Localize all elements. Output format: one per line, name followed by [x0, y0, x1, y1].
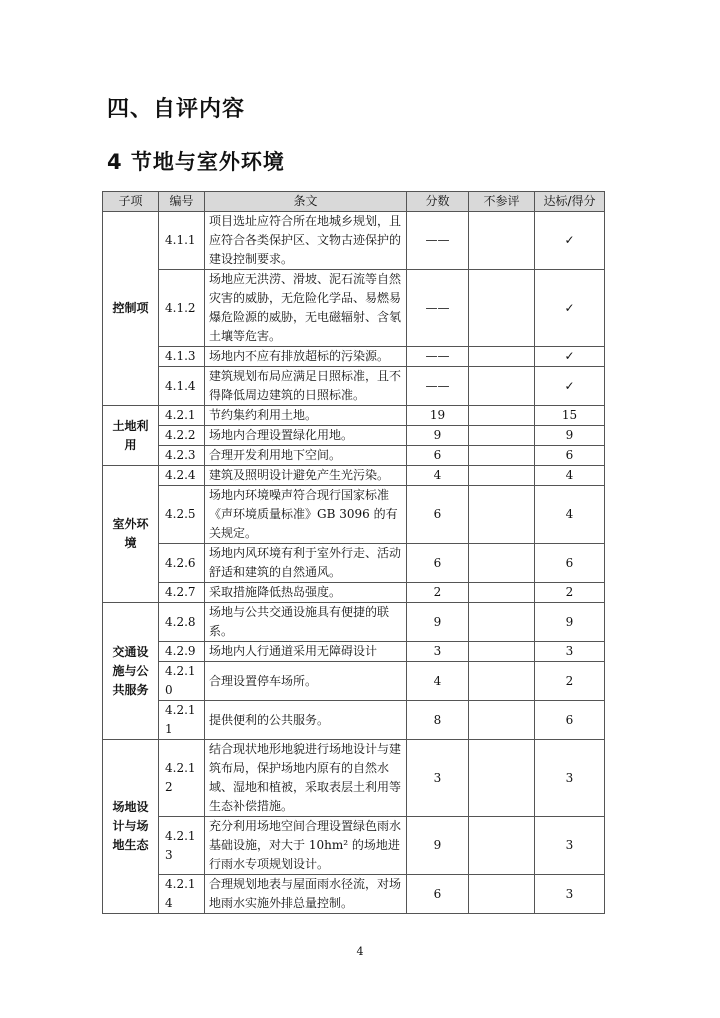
table-row: [103, 817, 605, 875]
not-applicable-cell: [469, 466, 535, 486]
not-applicable-cell: [469, 367, 535, 406]
table-row: [103, 642, 605, 662]
code-cell: 4.1.1: [159, 212, 205, 270]
code-cell: 4.2.5: [159, 486, 205, 544]
category-cell: 土地利用: [103, 406, 159, 466]
clause-cell: 建筑规划布局应满足日照标准，且不得降低周边建筑的日照标准。: [205, 367, 407, 406]
subsection-heading: 4 节地与室外环境: [107, 150, 285, 174]
clause-cell: 场地应无洪涝、滑坡、泥石流等自然灾害的威胁，无危险化学品、易燃易爆危险源的威胁，无电磁辐射、含氡土壤等危害。: [205, 270, 407, 347]
result-cell: 6: [535, 544, 605, 583]
result-cell: 2: [535, 583, 605, 603]
header-result: 达标/得分: [535, 192, 605, 212]
table-row: [103, 212, 605, 270]
code-cell: 4.2.2: [159, 426, 205, 446]
code-cell: 4.2.9: [159, 642, 205, 662]
clause-cell: 合理开发利用地下空间。: [205, 446, 407, 466]
result-cell: 3: [535, 875, 605, 914]
table-row: [103, 583, 605, 603]
code-cell: 4.2.6: [159, 544, 205, 583]
clause-cell: 充分利用场地空间合理设置绿色雨水基础设施，对大于 10hm² 的场地进行雨水专项规划设计。: [205, 817, 407, 875]
score-cell: 6: [407, 486, 469, 544]
category-cell: 控制项: [103, 212, 159, 406]
code-cell: 4.1.2: [159, 270, 205, 347]
code-cell: 4.2.7: [159, 583, 205, 603]
table-row: [103, 426, 605, 446]
table-row: [103, 662, 605, 701]
table-row: [103, 446, 605, 466]
code-cell: 4.2.12: [159, 740, 205, 817]
page-number: 4: [356, 945, 364, 958]
code-cell: 4.2.11: [159, 701, 205, 740]
score-cell: 4: [407, 466, 469, 486]
clause-cell: 建筑及照明设计避免产生光污染。: [205, 466, 407, 486]
header-clause: 条文: [205, 192, 407, 212]
result-cell: 9: [535, 426, 605, 446]
not-applicable-cell: [469, 701, 535, 740]
clause-cell: 合理设置停车场所。: [205, 662, 407, 701]
not-applicable-cell: [469, 642, 535, 662]
result-cell: 4: [535, 486, 605, 544]
not-applicable-cell: [469, 544, 535, 583]
table-row: [103, 875, 605, 914]
clause-cell: 采取措施降低热岛强度。: [205, 583, 407, 603]
result-cell: ✓: [535, 367, 605, 406]
clause-cell: 场地内环境噪声符合现行国家标准《声环境质量标准》GB 3096 的有关规定。: [205, 486, 407, 544]
table-row: [103, 347, 605, 367]
not-applicable-cell: [469, 603, 535, 642]
header-not-applicable: 不参评: [469, 192, 535, 212]
category-cell: 交通设施与公共服务: [103, 603, 159, 740]
header-item: 子项: [103, 192, 159, 212]
result-cell: 2: [535, 662, 605, 701]
not-applicable-cell: [469, 347, 535, 367]
table-row: [103, 367, 605, 406]
not-applicable-cell: [469, 662, 535, 701]
not-applicable-cell: [469, 875, 535, 914]
result-cell: 4: [535, 466, 605, 486]
score-cell: 3: [407, 642, 469, 662]
score-cell: ——: [407, 212, 469, 270]
result-cell: ✓: [535, 347, 605, 367]
code-cell: 4.2.10: [159, 662, 205, 701]
code-cell: 4.1.4: [159, 367, 205, 406]
code-cell: 4.2.13: [159, 817, 205, 875]
clause-cell: 场地内合理设置绿化用地。: [205, 426, 407, 446]
code-cell: 4.2.3: [159, 446, 205, 466]
result-cell: 3: [535, 642, 605, 662]
category-cell: 场地设计与场地生态: [103, 740, 159, 914]
table-row: [103, 603, 605, 642]
clause-cell: 结合现状地形地貌进行场地设计与建筑布局，保护场地内原有的自然水域、湿地和植被，采取表层土利用等生态补偿措施。: [205, 740, 407, 817]
category-cell: 室外环境: [103, 466, 159, 603]
code-cell: 4.2.8: [159, 603, 205, 642]
header-code: 编号: [159, 192, 205, 212]
result-cell: 6: [535, 701, 605, 740]
clause-cell: 场地内人行通道采用无障碍设计: [205, 642, 407, 662]
result-cell: 9: [535, 603, 605, 642]
score-cell: 9: [407, 817, 469, 875]
result-cell: ✓: [535, 212, 605, 270]
table-row: [103, 406, 605, 426]
not-applicable-cell: [469, 486, 535, 544]
score-cell: 4: [407, 662, 469, 701]
table-header-row: [103, 192, 605, 212]
clause-cell: 场地内不应有排放超标的污染源。: [205, 347, 407, 367]
score-cell: 8: [407, 701, 469, 740]
code-cell: 4.2.1: [159, 406, 205, 426]
score-cell: 6: [407, 446, 469, 466]
score-cell: ——: [407, 347, 469, 367]
score-cell: 3: [407, 740, 469, 817]
score-cell: ——: [407, 367, 469, 406]
score-cell: 9: [407, 426, 469, 446]
section-heading: 四、自评内容: [107, 97, 246, 122]
clause-cell: 节约集约利用土地。: [205, 406, 407, 426]
score-cell: 19: [407, 406, 469, 426]
not-applicable-cell: [469, 270, 535, 347]
code-cell: 4.1.3: [159, 347, 205, 367]
score-cell: 6: [407, 875, 469, 914]
table-row: [103, 701, 605, 740]
table-row: [103, 740, 605, 817]
result-cell: 6: [535, 446, 605, 466]
not-applicable-cell: [469, 406, 535, 426]
code-cell: 4.2.14: [159, 875, 205, 914]
clause-cell: 场地内风环境有利于室外行走、活动舒适和建筑的自然通风。: [205, 544, 407, 583]
not-applicable-cell: [469, 583, 535, 603]
header-score: 分数: [407, 192, 469, 212]
not-applicable-cell: [469, 446, 535, 466]
clause-cell: 提供便利的公共服务。: [205, 701, 407, 740]
table-row: [103, 270, 605, 347]
not-applicable-cell: [469, 817, 535, 875]
table-row: [103, 466, 605, 486]
clause-cell: 合理规划地表与屋面雨水径流，对场地雨水实施外排总量控制。: [205, 875, 407, 914]
score-cell: ——: [407, 270, 469, 347]
clause-cell: 项目选址应符合所在地城乡规划，且应符合各类保护区、文物古迹保护的建设控制要求。: [205, 212, 407, 270]
result-cell: ✓: [535, 270, 605, 347]
table-row: [103, 486, 605, 544]
clause-cell: 场地与公共交通设施具有便捷的联系。: [205, 603, 407, 642]
evaluation-table: [102, 191, 605, 914]
result-cell: 3: [535, 817, 605, 875]
not-applicable-cell: [469, 212, 535, 270]
result-cell: 15: [535, 406, 605, 426]
not-applicable-cell: [469, 426, 535, 446]
score-cell: 6: [407, 544, 469, 583]
table-row: [103, 544, 605, 583]
not-applicable-cell: [469, 740, 535, 817]
code-cell: 4.2.4: [159, 466, 205, 486]
score-cell: 2: [407, 583, 469, 603]
score-cell: 9: [407, 603, 469, 642]
result-cell: 3: [535, 740, 605, 817]
